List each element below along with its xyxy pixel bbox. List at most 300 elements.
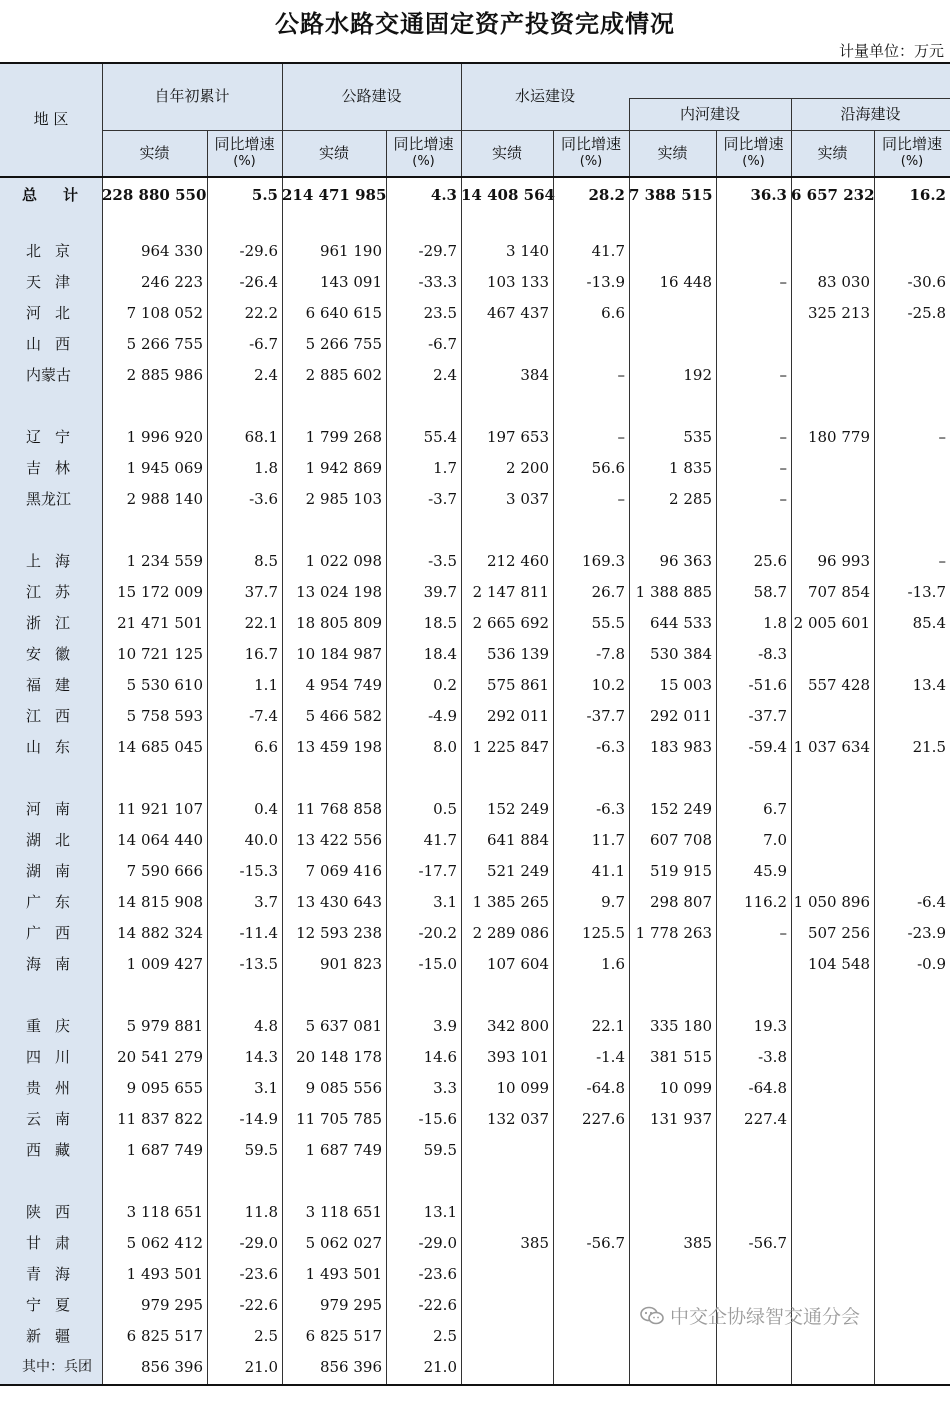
- value-actual: 11 921 107: [117, 800, 203, 818]
- value-actual: 507 256: [807, 924, 870, 942]
- value-actual: 2 885 986: [126, 366, 203, 384]
- value-growth: 23.5: [423, 304, 457, 322]
- value-growth: 1.8: [763, 614, 787, 632]
- value-growth: –: [779, 490, 787, 508]
- value-actual: [791, 794, 874, 825]
- region-name: 陕西: [26, 1203, 85, 1221]
- value-actual: 964 330: [140, 242, 203, 260]
- value-actual: 228 880 550: [102, 186, 207, 204]
- value-actual: 856 396: [319, 1358, 382, 1376]
- value-growth: [716, 1197, 791, 1228]
- value-actual: 2 285: [669, 490, 712, 508]
- value-actual: 14 815 908: [117, 893, 203, 911]
- value-growth: 2.5: [433, 1327, 457, 1345]
- region-name: 安徽: [26, 645, 85, 663]
- value-actual: 5 979 881: [126, 1017, 203, 1035]
- value-growth: 14.3: [244, 1048, 278, 1066]
- value-actual: 519 915: [649, 862, 712, 880]
- value-growth: -56.7: [586, 1234, 625, 1252]
- table-row: [0, 732, 950, 763]
- value-growth: 116.2: [744, 893, 787, 911]
- value-growth: [874, 1228, 950, 1259]
- watermark: [640, 1302, 860, 1329]
- value-actual: 18 805 809: [296, 614, 382, 632]
- value-actual: 393 101: [486, 1048, 549, 1066]
- region-name: 黑龙江: [26, 490, 72, 508]
- table-row: [0, 856, 950, 887]
- value-actual: 1 385 265: [472, 893, 549, 911]
- growth-unit: (%): [742, 154, 765, 169]
- value-actual: 20 148 178: [296, 1048, 382, 1066]
- value-actual: 644 533: [649, 614, 712, 632]
- value-growth: -6.3: [596, 738, 625, 756]
- value-actual: 3 037: [506, 490, 549, 508]
- value-growth: 59.5: [423, 1141, 457, 1159]
- value-growth: 3.7: [254, 893, 278, 911]
- value-actual: 1 037 634: [793, 738, 870, 756]
- table-row: [0, 1259, 950, 1290]
- value-actual: 384: [520, 366, 549, 384]
- value-growth: 16.7: [244, 645, 278, 663]
- value-actual: [791, 1011, 874, 1042]
- value-actual: [791, 1228, 874, 1259]
- value-actual: 152 249: [486, 800, 549, 818]
- value-growth: [874, 1104, 950, 1135]
- value-actual: 1 009 427: [126, 955, 203, 973]
- value-actual: 385: [520, 1234, 549, 1252]
- value-growth: [553, 1290, 629, 1321]
- table-row: [0, 1104, 950, 1135]
- value-growth: -6.4: [917, 893, 946, 911]
- value-actual: [791, 1073, 874, 1104]
- value-growth: [716, 1259, 791, 1290]
- value-actual: [461, 1135, 553, 1166]
- value-actual: [461, 329, 553, 360]
- value-actual: [791, 484, 874, 515]
- value-actual: [791, 1352, 874, 1383]
- value-actual: 381 515: [649, 1048, 712, 1066]
- value-growth: -33.3: [418, 273, 457, 291]
- value-actual: 9 085 556: [305, 1079, 382, 1097]
- value-growth: 21.5: [912, 738, 946, 756]
- table-row: [0, 267, 950, 298]
- region-name: 宁夏: [26, 1296, 85, 1314]
- region-name: 湖北: [26, 831, 85, 849]
- header-bottom-rule: [0, 176, 950, 178]
- table-row: [0, 794, 950, 825]
- value-growth: -0.9: [917, 955, 946, 973]
- table-row: [0, 1228, 950, 1259]
- value-actual: 5 266 755: [126, 335, 203, 353]
- value-growth: 3.1: [254, 1079, 278, 1097]
- table-row: [0, 918, 950, 949]
- value-growth: 22.2: [244, 304, 278, 322]
- table-row: [0, 1073, 950, 1104]
- grid-line-vertical: [386, 130, 387, 1384]
- value-growth: 11.7: [591, 831, 625, 849]
- value-actual: 1 687 749: [305, 1141, 382, 1159]
- growth-unit: (%): [233, 154, 256, 169]
- growth-unit: (%): [579, 154, 603, 169]
- value-actual: 13 459 198: [296, 738, 382, 756]
- subheader-actual: 实绩: [139, 144, 170, 162]
- grid-line-vertical: [461, 62, 462, 1384]
- value-actual: 2 885 602: [305, 366, 382, 384]
- value-actual: 96 993: [817, 552, 870, 570]
- growth-label: 同比增速: [723, 135, 784, 153]
- value-actual: 5 062 027: [305, 1234, 382, 1252]
- value-growth: -6.7: [428, 335, 457, 353]
- value-actual: 1 234 559: [126, 552, 203, 570]
- value-actual: 13 024 198: [296, 583, 382, 601]
- subheader-growth: [386, 130, 461, 176]
- value-actual: 1 996 920: [126, 428, 203, 446]
- table-row: [0, 701, 950, 732]
- value-growth: 59.5: [244, 1141, 278, 1159]
- table-row: [0, 360, 950, 391]
- value-actual: 1 687 749: [126, 1141, 203, 1159]
- value-growth: 25.6: [753, 552, 787, 570]
- value-growth: -3.7: [428, 490, 457, 508]
- value-growth: -30.6: [907, 273, 946, 291]
- value-growth: -29.0: [418, 1234, 457, 1252]
- grid-line-vertical: [102, 62, 103, 1384]
- value-actual: 1 493 501: [305, 1265, 382, 1283]
- value-actual: 607 708: [649, 831, 712, 849]
- unit-label: 计量单位：万元: [838, 42, 944, 60]
- value-growth: 55.4: [423, 428, 457, 446]
- value-actual: [461, 1352, 553, 1383]
- grid-line-vertical: [553, 130, 554, 1384]
- table-row: [0, 949, 950, 980]
- value-growth: 41.1: [591, 862, 625, 880]
- value-actual: 2 665 692: [472, 614, 549, 632]
- value-actual: 979 295: [319, 1296, 382, 1314]
- value-actual: 6 825 517: [126, 1327, 203, 1345]
- value-actual: 641 884: [486, 831, 549, 849]
- value-actual: [791, 453, 874, 484]
- value-growth: -11.4: [239, 924, 278, 942]
- region-name: 辽宁: [26, 428, 85, 446]
- value-actual: 212 460: [486, 552, 549, 570]
- value-actual: 342 800: [486, 1017, 549, 1035]
- value-growth: [716, 1135, 791, 1166]
- value-actual: 96 363: [659, 552, 712, 570]
- value-actual: [629, 329, 716, 360]
- value-actual: [791, 825, 874, 856]
- growth-label: 同比增速: [214, 135, 275, 153]
- value-actual: 183 983: [649, 738, 712, 756]
- value-growth: [874, 453, 950, 484]
- value-growth: 227.4: [744, 1110, 787, 1128]
- table-row: [0, 887, 950, 918]
- value-actual: 1 493 501: [126, 1265, 203, 1283]
- value-actual: 6 657 232: [791, 186, 875, 204]
- value-actual: 298 807: [649, 893, 712, 911]
- value-actual: 14 064 440: [117, 831, 203, 849]
- value-growth: -15.0: [418, 955, 457, 973]
- value-growth: 45.9: [753, 862, 787, 880]
- value-growth: [553, 1135, 629, 1166]
- value-growth: -14.9: [239, 1110, 278, 1128]
- value-actual: 20 541 279: [117, 1048, 203, 1066]
- grid-line-vertical: [282, 62, 283, 1384]
- value-growth: [553, 1197, 629, 1228]
- value-actual: [629, 298, 716, 329]
- value-growth: [874, 1011, 950, 1042]
- value-growth: 5.5: [251, 186, 278, 204]
- value-actual: 14 408 564: [461, 186, 555, 204]
- value-actual: 1 799 268: [305, 428, 382, 446]
- region-name: 北京: [26, 242, 85, 260]
- value-growth: -59.4: [748, 738, 787, 756]
- value-growth: [874, 236, 950, 267]
- value-growth: -51.6: [748, 676, 787, 694]
- value-growth: -7.4: [249, 707, 278, 725]
- value-actual: [461, 1259, 553, 1290]
- value-actual: [791, 360, 874, 391]
- header-ytd: 自年初累计: [154, 87, 230, 105]
- value-growth: [874, 1259, 950, 1290]
- value-growth: [874, 825, 950, 856]
- region-name: 天津: [26, 273, 85, 291]
- value-actual: 1 225 847: [472, 738, 549, 756]
- value-actual: [629, 236, 716, 267]
- table-row: [0, 639, 950, 670]
- value-actual: 2 988 140: [126, 490, 203, 508]
- region-name: 云南: [26, 1110, 85, 1128]
- value-actual: [461, 1321, 553, 1352]
- subheader-growth: [207, 130, 282, 176]
- value-growth: -13.9: [586, 273, 625, 291]
- value-actual: 21 471 501: [117, 614, 203, 632]
- value-growth: 13.1: [423, 1203, 457, 1221]
- value-growth: 2.4: [254, 366, 278, 384]
- value-growth: -13.5: [239, 955, 278, 973]
- value-actual: 7 590 666: [126, 862, 203, 880]
- value-growth: 22.1: [591, 1017, 625, 1035]
- value-actual: 10 099: [496, 1079, 549, 1097]
- value-actual: 10 721 125: [117, 645, 203, 663]
- table-row: [0, 298, 950, 329]
- value-growth: [553, 1352, 629, 1383]
- value-actual: 13 430 643: [296, 893, 382, 911]
- value-growth: [874, 1073, 950, 1104]
- value-actual: 11 837 822: [117, 1110, 203, 1128]
- value-growth: 3.1: [433, 893, 457, 911]
- value-growth: [716, 298, 791, 329]
- value-actual: [629, 1135, 716, 1166]
- value-actual: 292 011: [649, 707, 712, 725]
- value-growth: -6.7: [249, 335, 278, 353]
- value-growth: 125.5: [582, 924, 625, 942]
- value-growth: 0.5: [433, 800, 457, 818]
- region-name: 总计: [22, 186, 105, 204]
- value-actual: 5 062 412: [126, 1234, 203, 1252]
- value-growth: -37.7: [748, 707, 787, 725]
- value-growth: [716, 1352, 791, 1383]
- region-name: 甘肃: [26, 1234, 85, 1252]
- value-growth: 227.6: [582, 1110, 625, 1128]
- value-actual: 292 011: [486, 707, 549, 725]
- value-growth: [874, 360, 950, 391]
- value-actual: 192: [683, 366, 712, 384]
- value-growth: -23.9: [907, 924, 946, 942]
- value-growth: 11.8: [244, 1203, 278, 1221]
- value-growth: –: [779, 459, 787, 477]
- value-growth: [553, 329, 629, 360]
- value-actual: 7 069 416: [305, 862, 382, 880]
- value-actual: 14 882 324: [117, 924, 203, 942]
- value-actual: 2 985 103: [305, 490, 382, 508]
- value-actual: 180 779: [807, 428, 870, 446]
- value-growth: –: [617, 366, 625, 384]
- value-actual: 12 593 238: [296, 924, 382, 942]
- table-row: [0, 577, 950, 608]
- value-actual: 707 854: [807, 583, 870, 601]
- grid-line-vertical: [791, 98, 792, 1384]
- value-growth: 1.6: [601, 955, 625, 973]
- value-growth: 41.7: [423, 831, 457, 849]
- value-growth: 8.5: [254, 552, 278, 570]
- value-growth: 21.0: [423, 1358, 457, 1376]
- region-name: 西藏: [26, 1141, 85, 1159]
- value-growth: –: [779, 924, 787, 942]
- growth-label: 同比增速: [560, 135, 621, 153]
- region-name: 江苏: [26, 583, 85, 601]
- value-actual: [791, 701, 874, 732]
- growth-label: 同比增速: [881, 135, 942, 153]
- header-coastal: 沿海建设: [840, 105, 901, 123]
- value-growth: 26.7: [591, 583, 625, 601]
- header-highway: 公路建设: [341, 87, 402, 105]
- subheader-actual: 实绩: [491, 144, 522, 162]
- value-growth: 9.7: [601, 893, 625, 911]
- value-growth: -22.6: [239, 1296, 278, 1314]
- value-actual: 979 295: [140, 1296, 203, 1314]
- grid-line-vertical: [629, 98, 630, 1384]
- value-growth: 18.4: [423, 645, 457, 663]
- value-growth: -22.6: [418, 1296, 457, 1314]
- value-growth: -37.7: [586, 707, 625, 725]
- value-growth: 1.8: [254, 459, 278, 477]
- region-name: 山东: [26, 738, 85, 756]
- value-growth: 39.7: [423, 583, 457, 601]
- value-actual: [629, 949, 716, 980]
- value-actual: 536 139: [486, 645, 549, 663]
- value-actual: 10 184 987: [296, 645, 382, 663]
- value-actual: 132 037: [486, 1110, 549, 1128]
- wechat-icon: [640, 1306, 664, 1326]
- value-growth: 22.1: [244, 614, 278, 632]
- value-actual: 2 147 811: [472, 583, 549, 601]
- value-growth: 4.8: [254, 1017, 278, 1035]
- subheader-actual: 实绩: [817, 144, 848, 162]
- value-growth: -64.8: [586, 1079, 625, 1097]
- value-growth: 68.1: [244, 428, 278, 446]
- value-growth: 3.3: [433, 1079, 457, 1097]
- value-actual: [629, 1352, 716, 1383]
- value-actual: 107 604: [486, 955, 549, 973]
- value-actual: 557 428: [807, 676, 870, 694]
- value-actual: 856 396: [140, 1358, 203, 1376]
- growth-label: 同比增速: [393, 135, 454, 153]
- value-actual: 3 118 651: [126, 1203, 203, 1221]
- value-growth: 0.4: [254, 800, 278, 818]
- region-name: 四川: [26, 1048, 85, 1066]
- value-actual: 535: [683, 428, 712, 446]
- value-actual: 5 530 610: [126, 676, 203, 694]
- value-actual: 11 768 858: [296, 800, 382, 818]
- value-growth: [874, 1290, 950, 1321]
- value-actual: 13 422 556: [296, 831, 382, 849]
- value-growth: [874, 329, 950, 360]
- region-name: 江西: [26, 707, 85, 725]
- value-growth: –: [617, 490, 625, 508]
- value-growth: –: [779, 273, 787, 291]
- value-growth: [874, 484, 950, 515]
- value-growth: 37.7: [244, 583, 278, 601]
- value-actual: 335 180: [649, 1017, 712, 1035]
- subheader-actual: 实绩: [657, 144, 688, 162]
- table-row: [0, 825, 950, 856]
- value-growth: -15.6: [418, 1110, 457, 1128]
- value-growth: [874, 701, 950, 732]
- value-growth: -29.0: [239, 1234, 278, 1252]
- value-actual: 9 095 655: [126, 1079, 203, 1097]
- value-actual: [791, 1042, 874, 1073]
- value-growth: 36.3: [750, 186, 787, 204]
- region-name: 河北: [26, 304, 85, 322]
- value-actual: 11 705 785: [296, 1110, 382, 1128]
- top-rule: [0, 62, 950, 64]
- value-growth: [716, 949, 791, 980]
- value-growth: 13.4: [912, 676, 946, 694]
- value-actual: 15 003: [659, 676, 712, 694]
- value-actual: 5 466 582: [305, 707, 382, 725]
- value-actual: 2 005 601: [793, 614, 870, 632]
- value-growth: -13.7: [907, 583, 946, 601]
- value-actual: 16 448: [659, 273, 712, 291]
- value-growth: 4.3: [430, 186, 457, 204]
- value-growth: -15.3: [239, 862, 278, 880]
- value-growth: 1.1: [254, 676, 278, 694]
- value-growth: –: [938, 552, 946, 570]
- value-growth: –: [938, 428, 946, 446]
- region-name: 浙江: [26, 614, 85, 632]
- value-actual: 467 437: [486, 304, 549, 322]
- value-actual: 521 249: [486, 862, 549, 880]
- value-growth: 18.5: [423, 614, 457, 632]
- value-growth: -64.8: [748, 1079, 787, 1097]
- value-growth: -3.5: [428, 552, 457, 570]
- value-actual: 103 133: [486, 273, 549, 291]
- value-actual: [461, 1197, 553, 1228]
- value-growth: 3.9: [433, 1017, 457, 1035]
- value-actual: 1 835: [669, 459, 712, 477]
- value-actual: 3 140: [506, 242, 549, 260]
- value-growth: -7.8: [596, 645, 625, 663]
- value-actual: 5 758 593: [126, 707, 203, 725]
- value-actual: 1 022 098: [305, 552, 382, 570]
- value-growth: 56.6: [591, 459, 625, 477]
- region-name: 上海: [26, 552, 85, 570]
- value-growth: 10.2: [591, 676, 625, 694]
- value-actual: [629, 1259, 716, 1290]
- table-title: 公路水路交通固定资产投资完成情况: [275, 10, 675, 38]
- value-growth: 0.2: [433, 676, 457, 694]
- value-actual: 2 289 086: [472, 924, 549, 942]
